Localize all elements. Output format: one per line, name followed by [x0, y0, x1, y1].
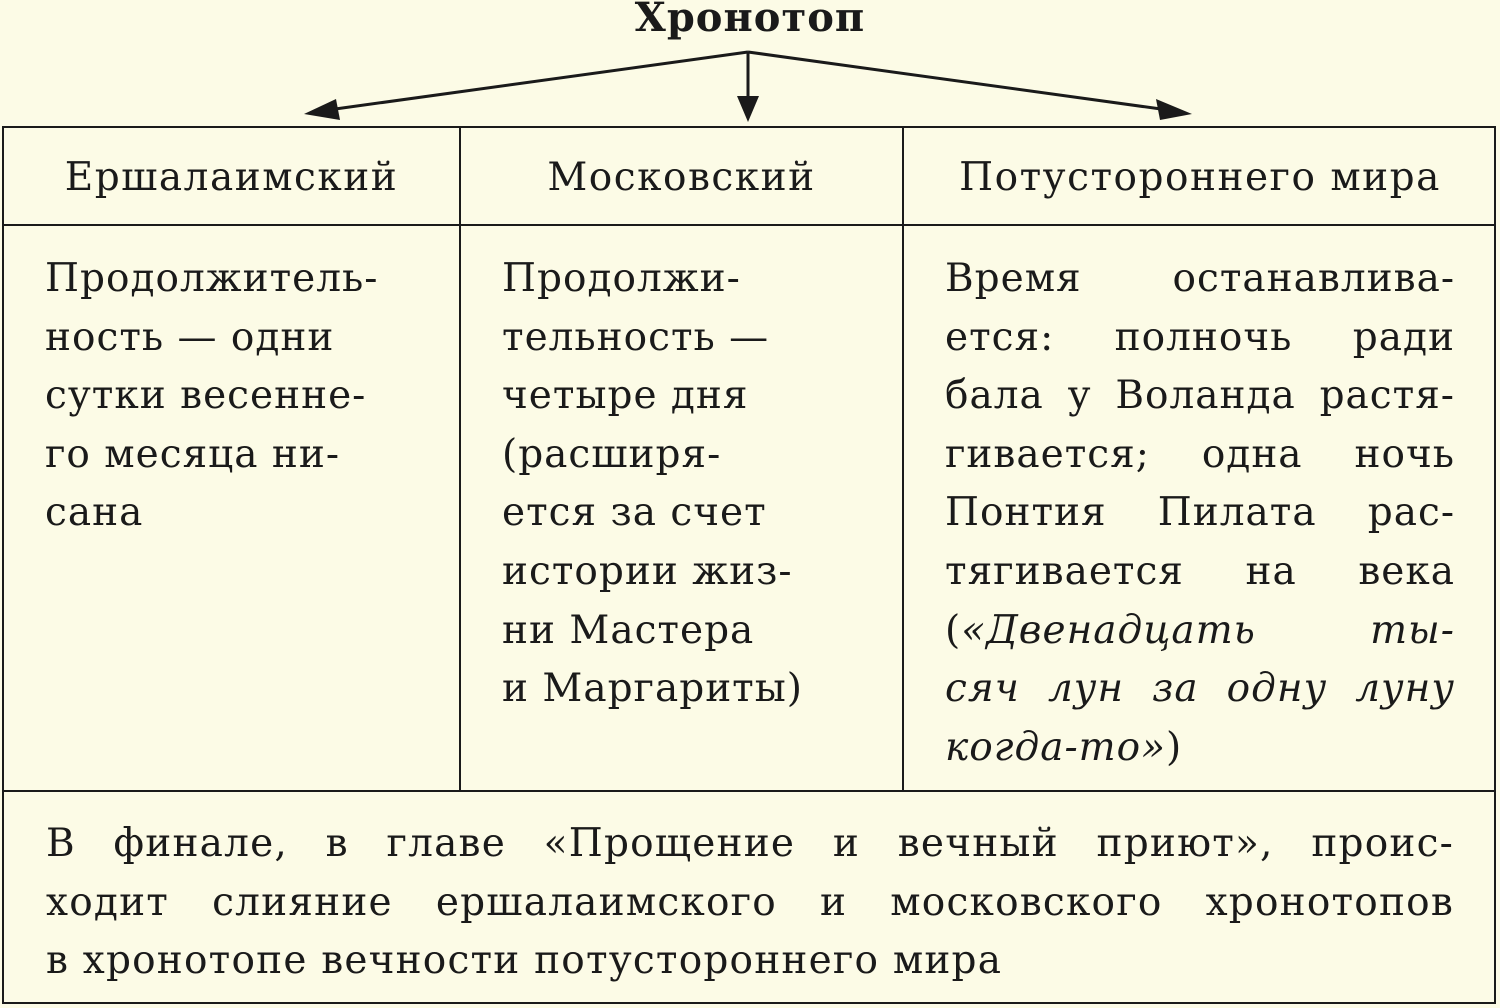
footer-line: в хронотопе вечности потустороннего мира	[46, 938, 1003, 984]
text-line: гивается; одна ночь	[945, 431, 1455, 477]
diagram-title: Хронотоп	[634, 0, 866, 41]
header-yershalaim: Ершалаимский	[64, 154, 399, 200]
text-line: ность — одни	[45, 314, 335, 360]
text-line: бала у Воланда растя-	[945, 373, 1455, 419]
text-line: четыре дня	[502, 373, 749, 419]
text-line: Продолжитель-	[45, 256, 379, 301]
footer-line: В финале, в главе «Прощение и вечный приют», проис-	[46, 821, 1454, 866]
quote-text: когда-то»	[945, 724, 1166, 770]
text-line: истории жиз-	[502, 548, 793, 594]
quote-text: «Двенадцать ты-	[961, 607, 1455, 653]
text-line: Время останавлива-	[945, 256, 1455, 301]
column-divider	[902, 128, 904, 790]
branch-arrows	[0, 0, 1500, 130]
text-line: ется: полночь ради	[945, 314, 1455, 360]
chronotope-table	[2, 126, 1496, 1004]
cell-otherworld	[945, 250, 1455, 777]
footer-divider	[4, 790, 1494, 792]
text-line: тельность —	[502, 314, 770, 360]
column-divider	[459, 128, 461, 790]
text-line: тягивается на века	[945, 548, 1455, 594]
text-line: (расширя-	[502, 431, 722, 477]
close-paren: )	[1165, 724, 1183, 770]
footer-cell	[46, 815, 1454, 991]
text-line: сана	[45, 490, 144, 536]
arrow-center-head	[737, 96, 759, 122]
quote-line	[945, 602, 1455, 661]
arrow-left-line	[328, 52, 748, 110]
text-line: ни Мастера	[502, 607, 755, 653]
text-line: и Маргариты)	[502, 666, 804, 712]
text-line: сутки весенне-	[45, 373, 367, 419]
cell-yershalaim	[45, 250, 425, 543]
text-line: Продолжи-	[502, 256, 741, 301]
header-otherworld: Потустороннего мира	[959, 154, 1441, 200]
text-line: Понтия Пилата рас-	[945, 490, 1455, 536]
quote-line: сяч лун за одну луну	[945, 666, 1455, 712]
open-paren: (	[945, 607, 962, 653]
quote-line	[945, 719, 1455, 778]
arrow-left-head	[304, 99, 340, 120]
arrow-right-line	[748, 52, 1168, 110]
text-line: го месяца ни-	[45, 431, 341, 477]
cell-moscow	[502, 250, 882, 719]
text-line: ется за счет	[502, 490, 767, 536]
header-moscow: Московский	[547, 154, 816, 200]
arrow-right-head	[1156, 99, 1192, 120]
footer-line: ходит слияние ершалаимского и московского хронотопов	[46, 879, 1454, 925]
